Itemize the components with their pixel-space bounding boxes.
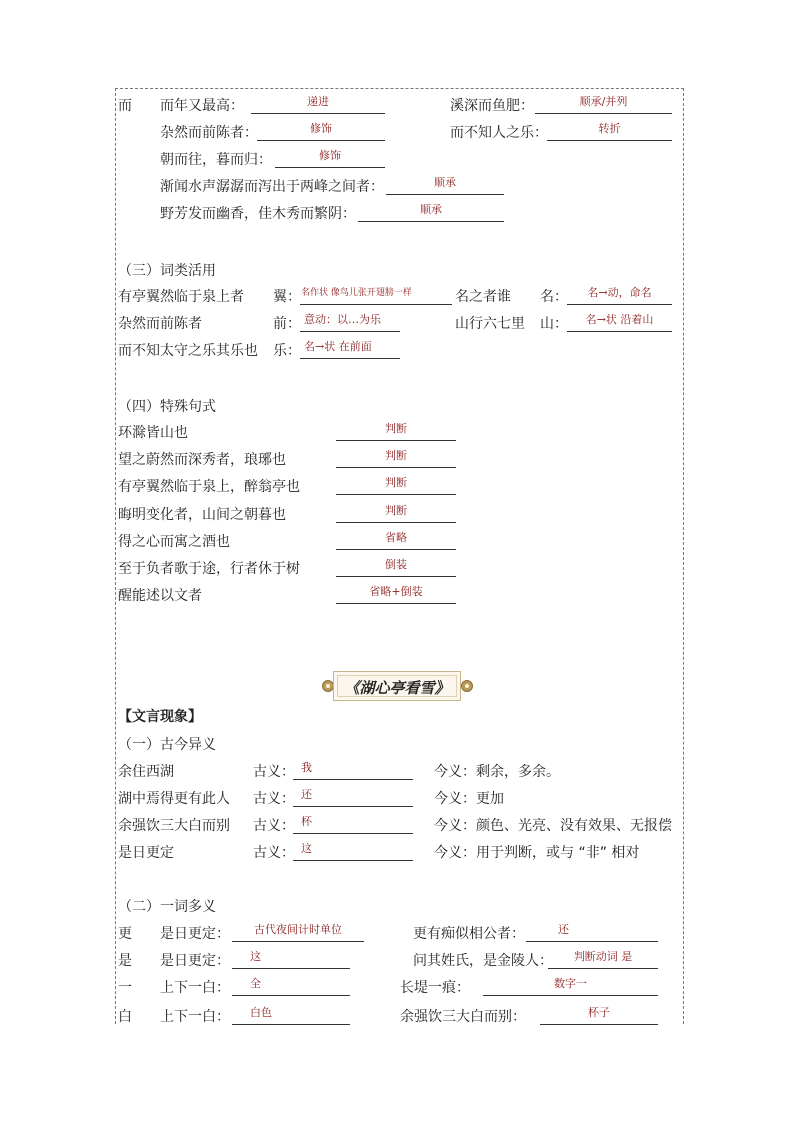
question-text: 而不知人之乐： — [450, 125, 548, 141]
answer-field: 还 — [526, 923, 658, 942]
question-text: 渐闻水声潺潺而泻出于两峰之间者： — [160, 179, 384, 195]
word-label: 名： — [540, 289, 568, 305]
answer-field: 顺承/并列 — [535, 95, 672, 114]
answer-field: 修饰 — [275, 149, 385, 168]
question-text: 野芳发而幽香，佳木秀而繁阴： — [160, 206, 356, 222]
answer-field: 名作状 像鸟儿张开翅膀一样 — [300, 286, 452, 305]
answer-field: 杯 — [293, 815, 413, 834]
word-label: 翼： — [273, 289, 301, 305]
answer-field: 这 — [232, 950, 350, 969]
question-text: 上下一白： — [160, 980, 230, 996]
sentence-text: 山行六七里 — [455, 316, 525, 332]
section-title: （三）词类活用 — [118, 263, 216, 279]
word-head: 白 — [118, 1009, 132, 1025]
lesson-title-banner — [333, 671, 461, 701]
banner-ornament-icon — [461, 680, 473, 692]
question-text: 问其姓氏，是金陵人： — [413, 953, 553, 969]
answer-field: 判断 — [336, 504, 456, 523]
answer-field: 我 — [293, 761, 413, 780]
question-text: 是日更定： — [160, 953, 230, 969]
worksheet-frame — [115, 88, 684, 1024]
jin-meaning: 今义：用于判断，或与 “非” 相对 — [434, 845, 640, 861]
sentence-text: 晦明变化者，山间之朝暮也 — [118, 507, 286, 523]
question-text: 而年又最高： — [160, 98, 244, 114]
word-label: 乐： — [273, 343, 301, 359]
sentence-text: 杂然而前陈者 — [118, 316, 202, 332]
sentence-text: 有亭翼然临于泉上者 — [118, 289, 244, 305]
gu-label: 古义： — [253, 764, 295, 780]
word-head: 是 — [118, 953, 132, 969]
gu-label: 古义： — [253, 818, 295, 834]
answer-field: 倒装 — [336, 558, 456, 577]
answer-field: 这 — [293, 842, 413, 861]
answer-field: 名→状 在前面 — [300, 340, 400, 359]
answer-field: 判断 — [336, 422, 456, 441]
sentence-text: 得之心而寓之酒也 — [118, 534, 230, 550]
answer-field: 意动：以…为乐 — [300, 313, 400, 332]
answer-field: 古代夜间计时单位 — [232, 923, 364, 942]
answer-field: 省略 — [336, 531, 456, 550]
sentence-text: 名之者谁 — [455, 289, 511, 305]
jin-meaning: 今义：颜色、光亮、没有效果、无报偿 — [434, 818, 672, 834]
answer-field: 修饰 — [257, 122, 385, 141]
section-heading: 【文言现象】 — [118, 709, 202, 725]
jin-meaning: 今义：剩余，多余。 — [434, 764, 560, 780]
answer-field: 顺承 — [358, 203, 504, 222]
answer-field: 还 — [293, 788, 413, 807]
word-head: 而 — [118, 98, 132, 114]
word-label: 前： — [273, 316, 301, 332]
word-label: 山： — [540, 316, 568, 332]
question-text: 是日更定： — [160, 926, 230, 942]
answer-field: 顺承 — [386, 176, 504, 195]
word-head: 更 — [118, 926, 132, 942]
lesson-title: 《湖心亭看雪》 — [344, 679, 450, 697]
answer-field: 白色 — [232, 1006, 350, 1025]
sentence-text: 余强饮三大白而别 — [118, 818, 230, 834]
answer-field: 判断 — [336, 476, 456, 495]
question-text: 长堤一痕： — [400, 980, 470, 996]
section-title: （一）古今异义 — [118, 737, 216, 753]
sentence-text: 余住西湖 — [118, 764, 174, 780]
sentence-text: 是日更定 — [118, 845, 174, 861]
gu-label: 古义： — [253, 845, 295, 861]
section-title: （二）一词多义 — [118, 899, 216, 915]
answer-field: 名→动，命名 — [567, 286, 672, 305]
jin-meaning: 今义：更加 — [434, 791, 504, 807]
answer-field: 名→状 沿着山 — [567, 313, 672, 332]
answer-field: 转折 — [547, 122, 672, 141]
sentence-text: 至于负者歌于途，行者休于树 — [118, 561, 300, 577]
answer-field: 判断 — [336, 449, 456, 468]
question-text: 更有痴似相公者： — [413, 926, 525, 942]
answer-field: 省略+倒装 — [336, 585, 456, 604]
question-text: 溪深而鱼肥： — [450, 98, 534, 114]
sentence-text: 环滁皆山也 — [118, 425, 188, 441]
question-text: 上下一白： — [160, 1009, 230, 1025]
sentence-text: 醒能述以文者 — [118, 588, 202, 604]
question-text: 杂然而前陈者： — [160, 125, 258, 141]
answer-field: 递进 — [251, 95, 385, 114]
question-text: 余强饮三大白而别： — [400, 1009, 526, 1025]
question-text: 朝而往，暮而归： — [160, 152, 272, 168]
sentence-text: 湖中焉得更有此人 — [118, 791, 230, 807]
answer-field: 数字一 — [483, 977, 658, 996]
answer-field: 全 — [232, 977, 350, 996]
sentence-text: 望之蔚然而深秀者，琅琊也 — [118, 452, 286, 468]
gu-label: 古义： — [253, 791, 295, 807]
section-title: （四）特殊句式 — [118, 399, 216, 415]
sentence-text: 而不知太守之乐其乐也 — [118, 343, 258, 359]
answer-field: 判断动词 是 — [548, 950, 658, 969]
word-head: 一 — [118, 980, 132, 996]
sentence-text: 有亭翼然临于泉上，醉翁亭也 — [118, 479, 300, 495]
answer-field: 杯子 — [540, 1006, 658, 1025]
